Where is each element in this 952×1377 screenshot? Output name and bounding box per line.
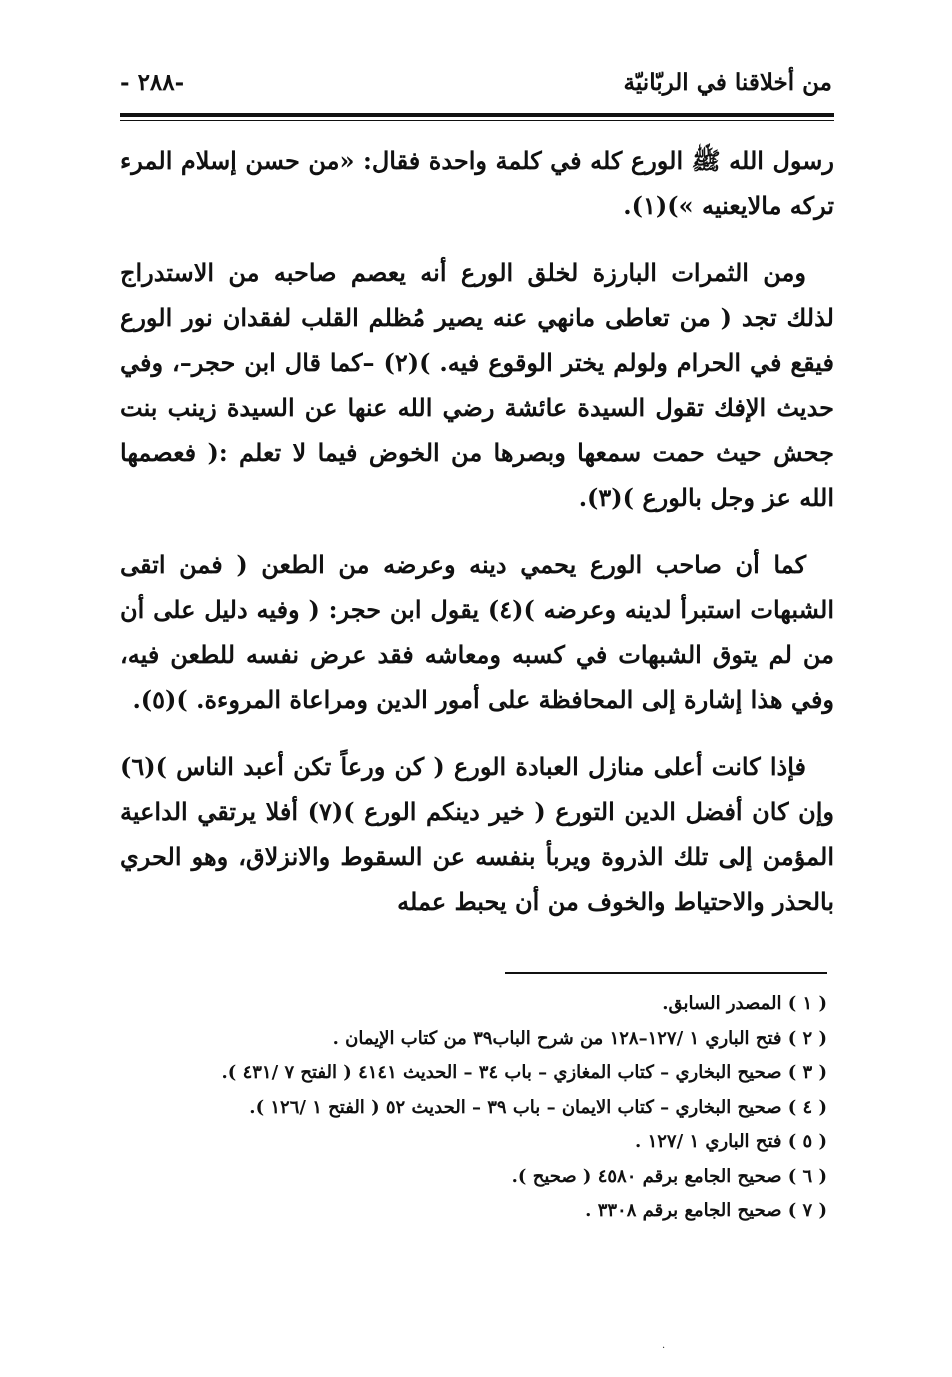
main-text [120, 138, 834, 946]
footnote: ( ٣ ) صحيح البخاري – كتاب المغازي – باب ٣٤ – الحديث ٤١٤١ ( الفتح ٧ /٤٣١ ). [221, 1062, 827, 1083]
footnote: ( ٢ ) فتح الباري ١ /١٢٧–١٢٨ من شرح الباب٣٩ من كتاب الإيمان . [332, 1027, 827, 1049]
running-header [120, 52, 832, 112]
footnote: ( ٥ ) فتح الباري ١ /١٢٧ . [635, 1131, 827, 1152]
paragraph: كما أن صاحب الورع يحمي دينه وعرضه من الطعن ( فمن اتقى الشبهات استبرأ لدينه وعرضه )(٤) يقول ابن حجر: ( وفيه دليل على أن من لم يتوق الشبهات في كسبه ومعاشه فقد عرض نفسه للطعن فيه، وفي هذا إشارة إلى المحافظة على أمور الدين ومراعاة المروءة. )(٥). [120, 550, 834, 714]
footnote: ( ١ ) المصدر السابق. [662, 993, 827, 1014]
header-rule [120, 113, 834, 117]
paragraph: ومن الثمرات البارزة لخلق الورع أنه يعصم صاحبه من الاستدراج لذلك تجد ( من تعاطى مانهي عنه يصير مُظلم القلب لفقدان نور الورع فيقع في الحرام ولولم يختر الوقوع فيه. )(٢) –كما قال ابن حجر–، وفي حديث الإفك تقول السيدة عائشة رضي الله عنها عن السيدة زينب بنت جحش حيث حمت سمعها وبصرها من الخوض فيما لا تعلم :( فعصمها الله عز وجل بالورع )(٣). [120, 258, 835, 512]
header-rule-thin [120, 120, 834, 121]
footnotes [120, 987, 827, 1229]
footnote-separator [505, 972, 827, 974]
footnote: ( ٤ ) صحيح البخاري – كتاب الايمان – باب ٣٩ – الحديث ٥٢ ( الفتح ١ /١٢٦ ). [249, 1096, 827, 1118]
footnote: ( ٦ ) صحيح الجامع برقم ٤٥٨٠ ( صحيح ). [511, 1165, 827, 1187]
page-number: -٢٨٨ - [120, 68, 185, 96]
book-title: من أخلاقنا في الربّانيّة [623, 68, 832, 96]
paragraph: فإذا كانت أعلى منازل العبادة الورع ( كن ورعاً تكن أعبد الناس )(٦) وإن كان أفضل الدين التورع ( خير دينكم الورع )(٧) أفلا يرتقي الداعية المؤمن إلى تلك الذروة ويربأ بنفسه عن السقوط والانزلاق، وهو الحري بالحذر والاحتياط والخوف من أن يحبط عمله [120, 752, 834, 916]
paragraph: رسول الله ﷺ الورع كله في كلمة واحدة فقال: «من حسن إسلام المرء تركه مالايعنيه »)(١). [120, 146, 834, 220]
scan-speck: · [662, 1343, 666, 1354]
footnote: ( ٧ ) صحيح الجامع برقم ٣٣٠٨ . [585, 1200, 827, 1221]
